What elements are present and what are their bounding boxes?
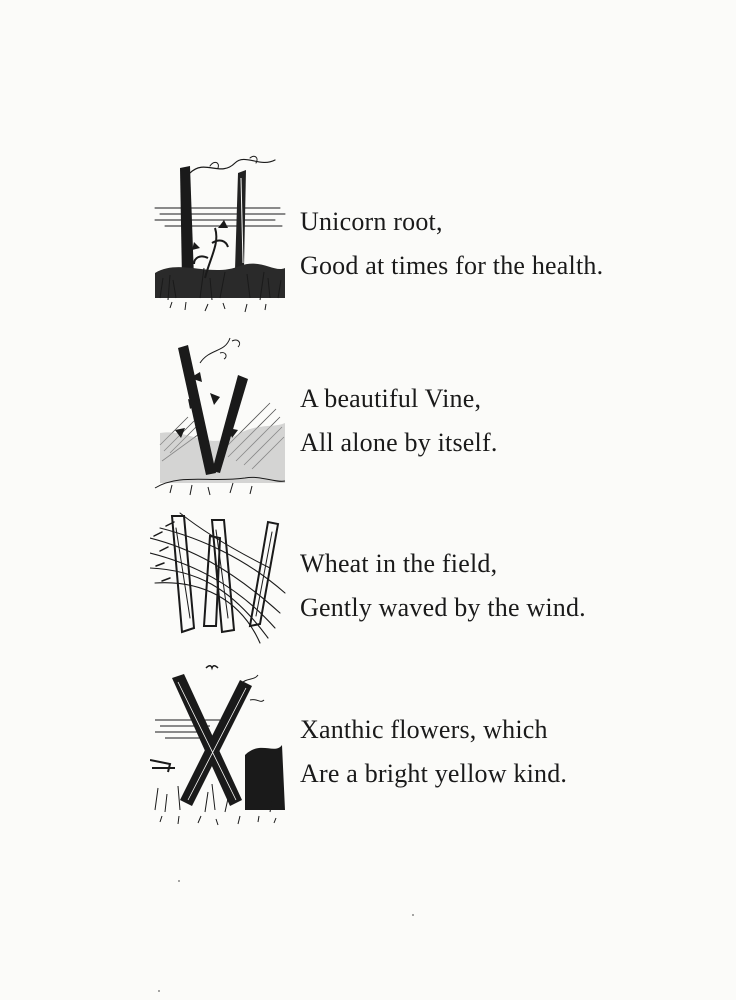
paper-speck xyxy=(158,990,160,992)
verse xyxy=(300,200,603,288)
verse-line-2: All alone by itself. xyxy=(300,428,498,457)
entry-u xyxy=(0,148,736,318)
rustic-letter-w-wheat-icon xyxy=(150,508,290,678)
verse xyxy=(300,377,498,465)
entry-w xyxy=(0,508,736,678)
verse xyxy=(300,708,567,796)
verse-line-2: Are a bright yellow kind. xyxy=(300,759,568,788)
verse-line-2: Gently waved by the wind. xyxy=(300,593,586,622)
rustic-letter-x-flowers-icon xyxy=(150,660,290,830)
entry-v xyxy=(0,333,736,503)
paper-speck xyxy=(178,880,180,882)
rustic-letter-v-vine-icon xyxy=(150,333,290,503)
verse-line-1: Wheat in the field, xyxy=(300,549,498,578)
entry-x xyxy=(0,660,736,830)
verse-line-1: A beautiful Vine, xyxy=(300,384,482,413)
rustic-letter-u-fence-icon xyxy=(150,148,290,318)
verse xyxy=(300,542,586,630)
verse-line-1: Xanthic flowers, which xyxy=(300,715,548,744)
verse-line-1: Unicorn root, xyxy=(300,207,443,236)
paper-speck xyxy=(412,914,414,916)
verse-line-2: Good at times for the health. xyxy=(300,251,604,280)
